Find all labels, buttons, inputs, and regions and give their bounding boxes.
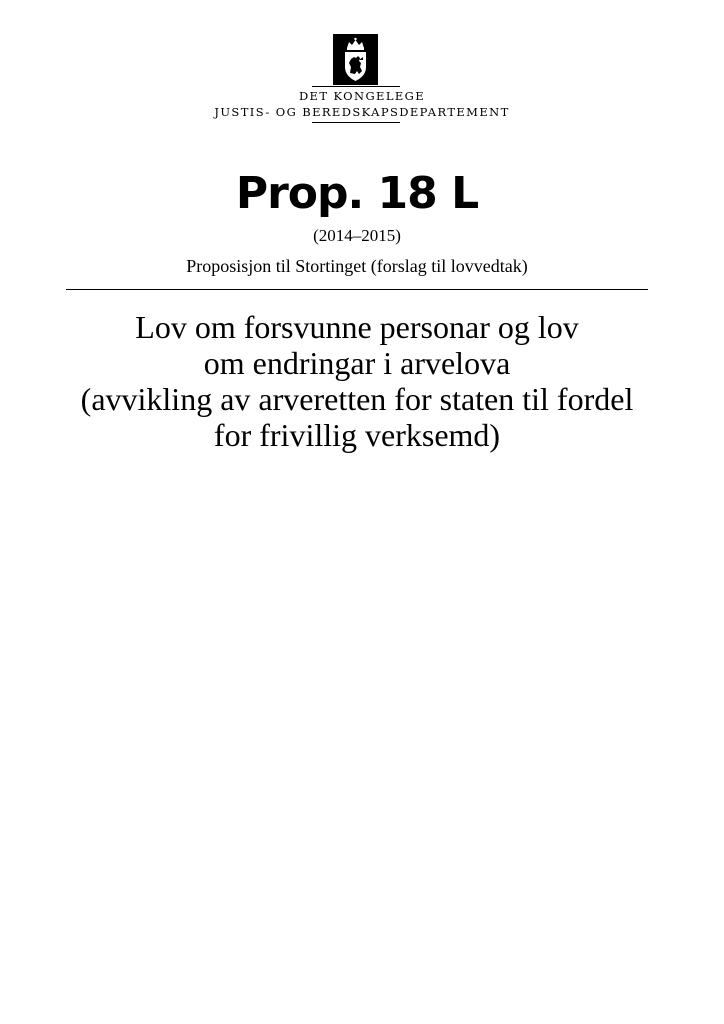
department-name-line2: JUSTIS- OG BEREDSKAPSDEPARTEMENT	[214, 105, 510, 119]
department-name-line1: DET KONGELEGE	[298, 89, 426, 103]
document-title-line: for frivillig verksemd)	[213, 417, 501, 453]
document-title-line: (avvikling av arveretten for staten til fordel	[80, 381, 634, 417]
header-rule-top	[312, 86, 400, 87]
proposition-number: Prop. 18 L	[235, 168, 479, 219]
proposition-subtitle: Proposisjon til Stortinget (forslag til lovvedtak)	[186, 256, 528, 276]
document-title-line: Lov om forsvunne personar og lov	[135, 309, 579, 345]
document-title	[60, 309, 654, 453]
header-rule-bottom	[312, 122, 400, 123]
session-years: (2014–2015)	[313, 226, 401, 245]
norwegian-coat-of-arms-icon	[333, 34, 378, 85]
document-title-line: om endringar i arvelova	[203, 345, 511, 381]
title-divider	[66, 289, 648, 290]
